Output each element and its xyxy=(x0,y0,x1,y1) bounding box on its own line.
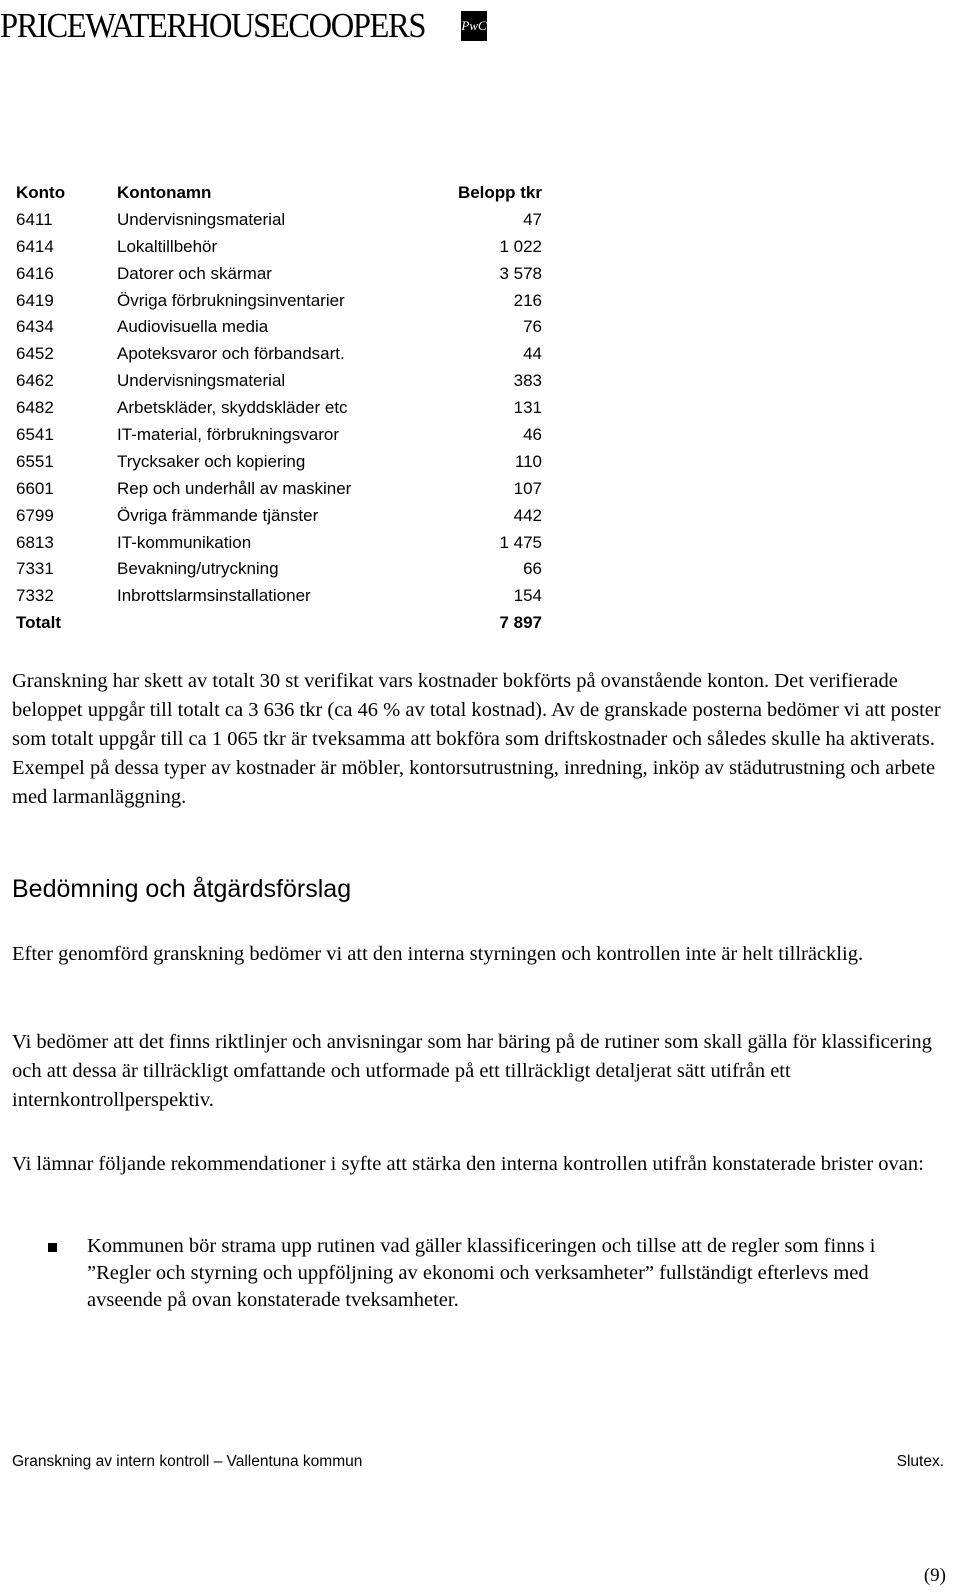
cell-belopp: 110 xyxy=(514,451,542,471)
cell-belopp: 154 xyxy=(513,586,542,606)
cell-belopp: 3 578 xyxy=(499,263,542,283)
cell-konto: 6416 xyxy=(16,263,54,283)
footer-status: Slutex. xyxy=(896,1453,944,1470)
col-header-belopp: Belopp tkr xyxy=(457,183,542,202)
cell-konto: 6601 xyxy=(16,478,54,498)
total-label: Totalt xyxy=(16,613,62,633)
footer-document-title: Granskning av intern kontroll – Vallentuna kommun xyxy=(12,1453,363,1470)
cell-namn: Inbrottslarmsinstallationer xyxy=(117,586,311,606)
cell-namn: Bevakning/utryckning xyxy=(117,559,279,579)
cell-namn: Övriga förbrukningsinventarier xyxy=(117,290,345,310)
recommendations-intro: Vi lämnar följande rekommendationer i syfte att stärka den interna kontrollen utifrån konstaterade brister ovan: xyxy=(12,1153,924,1175)
cell-belopp: 383 xyxy=(513,371,542,391)
cell-belopp: 131 xyxy=(513,398,542,418)
cell-belopp: 46 xyxy=(523,425,542,445)
cell-namn: IT-kommunikation xyxy=(117,532,252,552)
cell-konto: 7331 xyxy=(16,559,54,579)
total-belopp: 7 897 xyxy=(499,613,542,633)
cell-belopp: 76 xyxy=(523,317,542,337)
cell-konto: 6411 xyxy=(16,209,53,229)
granskning-paragraph: Granskning har skett av totalt 30 st verifikat vars kostnader bokförts på ovanstående konton. Det verifierade beloppet uppgår till totalt ca 3 636 tkr (ca 46 % av total kostnad). Av de granskade posterna bedömer vi att poster som totalt uppgår till ca 1 065 tkr är tveksamma att bokföra som driftskostnader och således skulle ha aktiverats. Exempel på dessa typer av kostnader är möbler, kontorsutrustning, inredning, inköp av städutrustning och arbete med larmanläggning. xyxy=(12,670,941,808)
cell-belopp: 442 xyxy=(513,505,542,525)
cell-konto: 6419 xyxy=(16,290,54,310)
cell-konto: 6434 xyxy=(16,317,54,337)
logo xyxy=(0,4,487,48)
page-number: (9) xyxy=(923,1565,946,1586)
cell-namn: Datorer och skärmar xyxy=(117,263,272,283)
cell-namn: Arbetskläder, skyddskläder etc xyxy=(117,398,348,418)
cell-konto: 6462 xyxy=(16,371,54,391)
cell-namn: Undervisningsmaterial xyxy=(117,371,286,391)
cell-belopp: 47 xyxy=(523,209,542,229)
cell-namn: Lokaltillbehör xyxy=(117,236,218,256)
logo-mark: PwC xyxy=(461,11,487,41)
cell-konto: 6813 xyxy=(16,532,54,552)
bullet-icon xyxy=(48,1243,57,1252)
cell-konto: 6551 xyxy=(16,451,54,471)
cell-namn: IT-material, förbrukningsvaror xyxy=(117,425,340,445)
assessment-paragraph: Efter genomförd granskning bedömer vi att den interna styrningen och kontrollen inte är helt tillräcklig. xyxy=(12,943,864,965)
cell-belopp: 44 xyxy=(523,344,542,364)
logo-text: PRICEWATERHOUSECOOPERS xyxy=(0,6,426,45)
cell-konto: 6414 xyxy=(16,236,54,256)
cell-konto: 6799 xyxy=(16,505,54,525)
cell-namn: Övriga främmande tjänster xyxy=(117,505,319,525)
cell-konto: 7332 xyxy=(16,586,54,606)
cell-namn: Rep och underhåll av maskiner xyxy=(117,478,352,498)
cell-konto: 6541 xyxy=(16,425,54,445)
cell-konto: 6482 xyxy=(16,398,54,418)
cell-konto: 6452 xyxy=(16,344,54,364)
cell-belopp: 107 xyxy=(513,478,542,498)
cell-belopp: 1 475 xyxy=(499,532,542,552)
col-header-kontonamn: Kontonamn xyxy=(117,183,212,202)
section-heading: Bedömning och åtgärdsförslag xyxy=(12,875,352,903)
guidelines-paragraph: Vi bedömer att det finns riktlinjer och anvisningar som har bäring på de rutiner som skall gälla för klassificering och att dessa är tillräckligt omfattande och utformade på ett tillräckligt detaljerat sätt utifrån ett internkontrollperspektiv. xyxy=(12,1031,932,1111)
recommendation-text: Kommunen bör strama upp rutinen vad gäller klassificeringen och tillse att de regler som finns i ”Regler och styrning och uppföljning av ekonomi och verksamheter” fullständigt efterlevs med avseende på ovan konstaterade tveksamheter. xyxy=(87,1235,876,1311)
cell-namn: Audiovisuella media xyxy=(117,317,269,337)
cell-namn: Undervisningsmaterial xyxy=(117,209,286,229)
cell-belopp: 1 022 xyxy=(499,236,542,256)
cell-belopp: 66 xyxy=(523,559,542,579)
col-header-konto: Konto xyxy=(16,183,66,202)
cell-belopp: 216 xyxy=(513,290,542,310)
cell-namn: Trycksaker och kopiering xyxy=(117,451,306,471)
recommendation-list-item xyxy=(48,1233,908,1314)
cell-namn: Apoteksvaror och förbandsart. xyxy=(117,344,345,364)
